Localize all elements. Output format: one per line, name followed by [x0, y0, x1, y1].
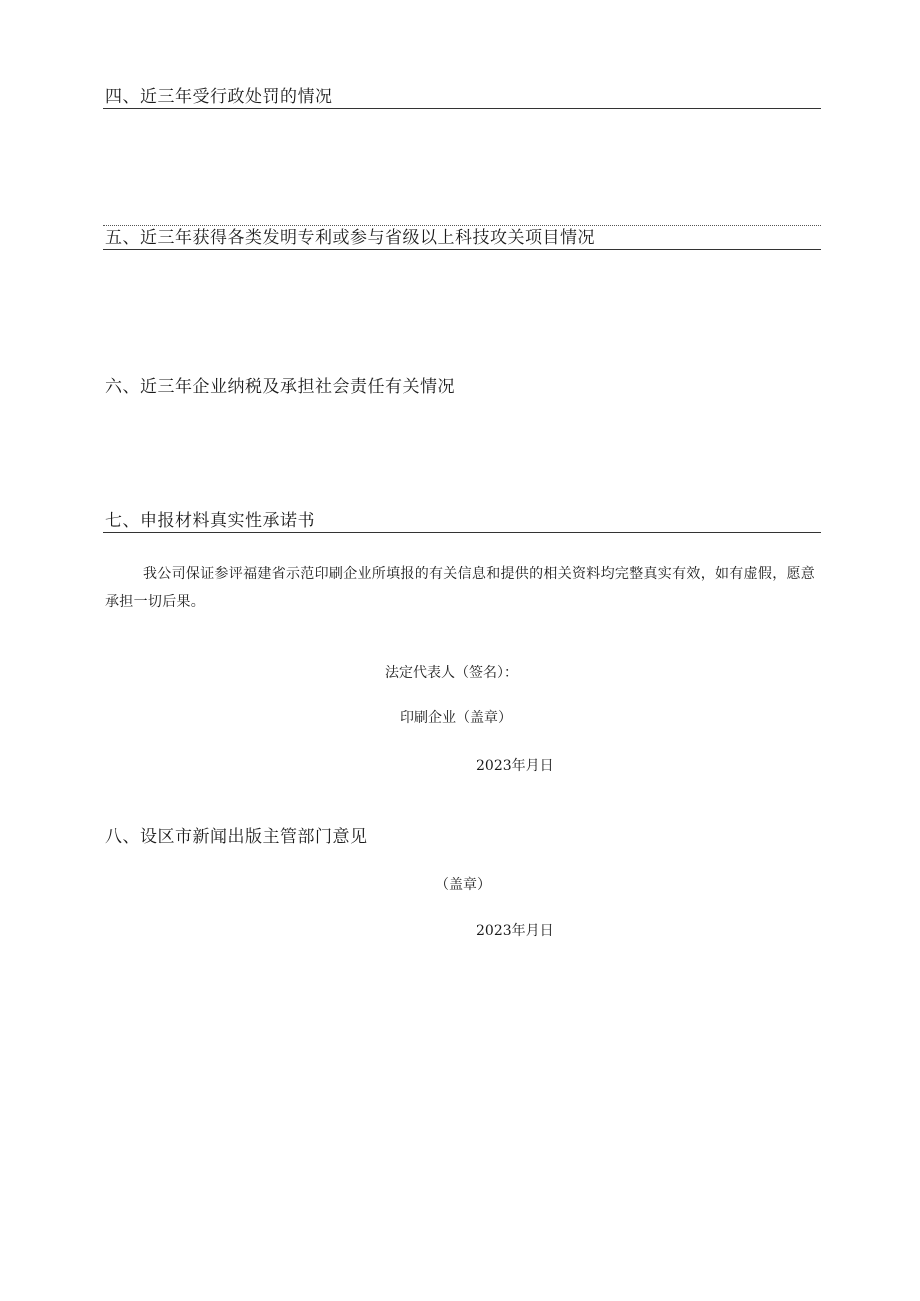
- company-seal-line: 印刷企业（盖章）: [400, 710, 512, 726]
- section-4-heading: 四、近三年受行政处罚的情况: [105, 87, 333, 107]
- section-7-heading: 七、申报材料真实性承诺书: [105, 511, 315, 531]
- authority-date: 2023年月日: [476, 923, 554, 939]
- section-6-heading: 六、近三年企业纳税及承担社会责任有关情况: [105, 377, 455, 397]
- pledge-paragraph: 我公司保证参评福建省示范印刷企业所填报的有关信息和提供的相关资料均完整真实有效，如有虚假，愿意承担一切后果。: [105, 566, 816, 610]
- section-4-rule: [103, 108, 821, 109]
- pledge-date: 2023年月日: [476, 758, 554, 774]
- section-7-rule: [103, 532, 821, 533]
- section-5-top-rule: [103, 225, 821, 226]
- authority-seal-line: （盖章）: [435, 877, 491, 893]
- section-8-heading: 八、设区市新闻出版主管部门意见: [105, 827, 368, 847]
- section-5-heading: 五、近三年获得各类发明专利或参与省级以上科技攻关项目情况: [105, 228, 595, 248]
- section-5-rule: [103, 249, 821, 250]
- legal-representative-signature-line: 法定代表人（签名）：: [385, 665, 518, 681]
